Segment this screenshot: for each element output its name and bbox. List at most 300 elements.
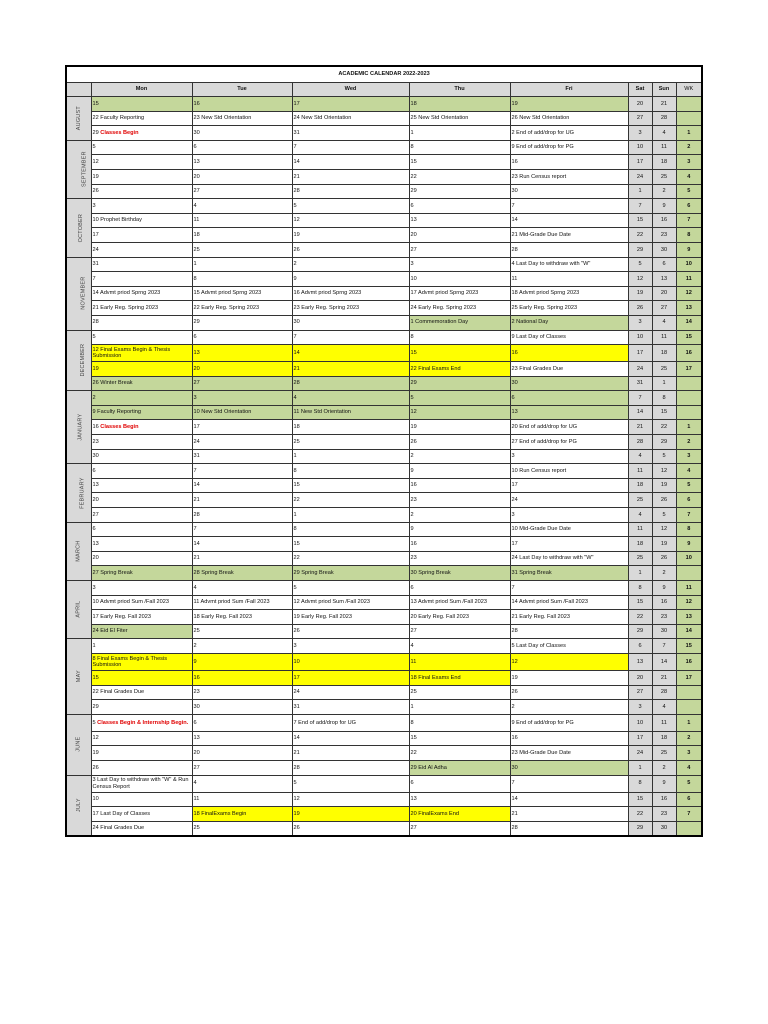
sat-cell: 22 [628,610,652,625]
day-cell-tue: 25 [192,624,292,639]
day-cell-tue: 16 [192,670,292,685]
day-cell-fri: 16 [510,731,628,746]
sat-cell: 31 [628,376,652,391]
sat-cell: 10 [628,140,652,155]
sun-cell: 16 [652,792,676,807]
day-cell-thu: 25 [409,685,510,700]
header-fri: Fri [510,83,628,97]
sat-cell: 4 [628,508,652,523]
week-row [66,775,702,792]
day-cell-thu: 29 [409,184,510,199]
day-cell-wed: 17 [292,97,409,112]
day-cell-mon: 17 Early Reg. Fall 2023 [91,610,192,625]
sat-cell: 17 [628,731,652,746]
sat-cell: 18 [628,478,652,493]
day-cell-tue: 18 Early Reg. Fall 2023 [192,610,292,625]
day-cell-thu: 18 [409,97,510,112]
week-row [66,272,702,287]
sun-cell: 14 [652,653,676,670]
day-cell-fri: 26 New Std Orientation [510,111,628,126]
sun-cell: 9 [652,775,676,792]
sun-cell: 15 [652,405,676,420]
sun-cell: 28 [652,111,676,126]
day-cell-mon: 1 [91,639,192,654]
week-number-cell: 10 [676,551,702,566]
month-label-may [66,639,91,714]
day-cell-tue: 11 Advmt priod Sum /Fall 2023 [192,595,292,610]
day-cell-wed: 12 [292,213,409,228]
month-name: DECEMBER [80,343,87,377]
day-cell-thu: 29 [409,376,510,391]
day-cell-fri: 27 End of add/drop for PG [510,435,628,450]
week-number-cell: 2 [676,731,702,746]
day-cell-thu: 3 [409,257,510,272]
week-number-cell: 9 [676,537,702,552]
week-number-cell: 8 [676,228,702,243]
month-name: JUNE [75,736,82,753]
week-number-cell: 5 [676,478,702,493]
day-cell-thu: 19 [409,420,510,435]
day-cell-fri: 30 [510,376,628,391]
month-name: AUGUST [75,106,82,131]
day-cell-fri: 13 [510,405,628,420]
day-cell-thu: 4 [409,639,510,654]
week-row [66,213,702,228]
day-cell-tue: 30 [192,700,292,715]
month-label-december [66,330,91,391]
sat-cell: 26 [628,301,652,316]
day-cell-thu: 16 [409,537,510,552]
header-thu: Thu [409,83,510,97]
week-row [66,140,702,155]
sat-cell: 15 [628,792,652,807]
day-cell-mon: 22 Final Grades Due [91,685,192,700]
week-number-cell: 13 [676,301,702,316]
day-cell-mon: 20 [91,493,192,508]
week-number-cell: 5 [676,775,702,792]
month-label-september [66,140,91,198]
sat-cell: 22 [628,228,652,243]
day-cell-tue: 10 New Std Orientation [192,405,292,420]
sat-cell: 12 [628,272,652,287]
day-cell-fri: 3 [510,449,628,464]
day-cell-fri: 6 [510,391,628,406]
sat-cell: 24 [628,169,652,184]
day-cell-thu: 30 Spring Break [409,566,510,581]
day-cell-wed: 24 New Std Orientation [292,111,409,126]
day-cell-fri: 24 Last Day to withdraw with "W" [510,551,628,566]
week-row [66,566,702,581]
week-row [66,286,702,301]
day-cell-fri: 23 Mid-Grade Due Date [510,746,628,761]
day-cell-thu: 2 [409,508,510,523]
day-cell-tue: 23 [192,685,292,700]
academic-calendar-table [65,65,703,837]
sun-cell: 26 [652,551,676,566]
day-cell-wed: 26 [292,624,409,639]
week-number-cell: 11 [676,272,702,287]
day-cell-thu: 12 [409,405,510,420]
month-name: SEPTEMBER [81,151,88,188]
day-cell-thu: 13 Advmt priod Sum /Fall 2023 [409,595,510,610]
sat-cell: 13 [628,653,652,670]
day-cell-fri: 28 [510,821,628,836]
day-cell-wed: 22 [292,551,409,566]
week-row [66,653,702,670]
day-cell-tue: 21 [192,551,292,566]
sat-cell: 3 [628,126,652,141]
day-number: 5 [92,719,98,726]
day-cell-tue: 3 [192,391,292,406]
week-number-cell: 7 [676,213,702,228]
sun-cell: 11 [652,330,676,345]
day-cell-wed: 5 [292,199,409,214]
week-row [66,821,702,836]
day-cell-wed: 2 [292,257,409,272]
day-cell-thu: 22 [409,746,510,761]
month-name: OCTOBER [78,213,85,243]
day-cell-fri: 24 [510,493,628,508]
day-cell-tue: 14 [192,478,292,493]
day-cell-fri: 31 Spring Break [510,566,628,581]
sun-cell: 30 [652,242,676,257]
week-number-cell: 2 [676,435,702,450]
week-number-cell: 4 [676,464,702,479]
day-cell-tue: 20 [192,169,292,184]
day-cell-thu: 13 [409,213,510,228]
header-tue: Tue [192,83,292,97]
sun-cell: 2 [652,184,676,199]
week-number-cell: 7 [676,508,702,523]
week-row [66,508,702,523]
day-cell-fri: 23 Run Census report [510,169,628,184]
month-label-august [66,97,91,141]
day-cell-tue: 21 [192,493,292,508]
sun-cell: 27 [652,301,676,316]
day-cell-wed: 28 [292,376,409,391]
day-cell-thu: 13 [409,792,510,807]
day-cell-mon: 9 Faculty Reporting [91,405,192,420]
week-number-cell: 9 [676,242,702,257]
month-name: MAY [75,670,82,683]
day-cell-fri: 18 Advmt priod Sprng 2023 [510,286,628,301]
day-cell-mon: 12 Final Exams Begin & Thesis Submission [91,345,192,362]
day-cell-mon: 13 [91,537,192,552]
week-row [66,493,702,508]
day-cell-thu: 8 [409,330,510,345]
sun-cell: 11 [652,714,676,731]
sun-cell: 23 [652,228,676,243]
day-cell-wed: 19 [292,228,409,243]
week-number-cell: 11 [676,581,702,596]
week-row [66,670,702,685]
sat-cell: 8 [628,581,652,596]
sat-cell: 6 [628,639,652,654]
sun-cell: 16 [652,213,676,228]
day-cell-tue: 27 [192,376,292,391]
day-cell-mon: 17 Last Day of Classes [91,807,192,822]
day-cell-thu: 6 [409,581,510,596]
week-row [66,537,702,552]
day-cell-thu: 20 [409,228,510,243]
sun-cell: 26 [652,493,676,508]
day-cell-mon: 20 [91,551,192,566]
week-number-cell [676,111,702,126]
week-number-cell [676,391,702,406]
day-cell-mon: 19 [91,362,192,377]
day-number: 16 [92,424,101,431]
classes-begin-label: Classes Begin [100,424,139,431]
day-cell-mon: 6 [91,522,192,537]
day-cell-fri: 9 Last Day of Classes [510,330,628,345]
day-cell-thu: 6 [409,775,510,792]
day-cell-tue: 13 [192,155,292,170]
month-label-january [66,391,91,464]
day-cell-mon [91,714,192,731]
calendar-title: ACADEMIC CALENDAR 2022-2023 [66,66,702,83]
week-number-cell: 1 [676,126,702,141]
day-cell-tue: 2 [192,639,292,654]
header-wed: Wed [292,83,409,97]
week-number-cell: 7 [676,807,702,822]
month-label-october [66,199,91,257]
day-cell-tue: 16 [192,97,292,112]
week-number-cell: 13 [676,610,702,625]
day-cell-thu: 23 [409,493,510,508]
day-cell-thu: 1 [409,700,510,715]
day-cell-wed: 9 [292,272,409,287]
sun-cell: 11 [652,140,676,155]
day-cell-thu: 29 Eid Al Adha [409,760,510,775]
day-cell-wed: 15 [292,478,409,493]
day-cell-wed: 12 Advmt priod Sum /Fall 2023 [292,595,409,610]
day-cell-mon: 12 [91,731,192,746]
day-cell-wed: 16 Advmt priod Sprng 2023 [292,286,409,301]
day-cell-thu: 8 [409,140,510,155]
day-cell-wed: 8 [292,522,409,537]
week-row [66,345,702,362]
sun-cell: 5 [652,508,676,523]
day-cell-thu: 24 Early Reg. Spring 2023 [409,301,510,316]
sun-cell: 12 [652,464,676,479]
sun-cell: 18 [652,345,676,362]
day-cell-mon: 21 Early Reg. Spring 2023 [91,301,192,316]
day-cell-tue: 6 [192,714,292,731]
week-row [66,792,702,807]
sat-cell: 1 [628,566,652,581]
day-cell-fri: 21 Mid-Grade Due Date [510,228,628,243]
day-cell-tue: 20 [192,746,292,761]
day-cell-mon: 10 [91,792,192,807]
day-cell-fri: 30 [510,760,628,775]
sat-cell: 3 [628,315,652,330]
month-label-november [66,257,91,330]
day-cell-wed: 14 [292,345,409,362]
week-row [66,155,702,170]
day-cell-thu: 22 Final Exams End [409,362,510,377]
day-cell-thu: 9 [409,464,510,479]
day-cell-tue: 4 [192,775,292,792]
day-cell-fri: 23 Final Grades Due [510,362,628,377]
sat-cell: 19 [628,286,652,301]
month-label-february [66,464,91,522]
week-number-cell: 6 [676,199,702,214]
day-cell-tue: 25 [192,821,292,836]
day-cell-fri: 3 [510,508,628,523]
day-cell-tue: 27 [192,760,292,775]
day-cell-tue: 7 [192,464,292,479]
week-number-cell: 6 [676,792,702,807]
day-cell-wed: 19 [292,807,409,822]
day-cell-wed: 30 [292,315,409,330]
week-row [66,315,702,330]
week-row [66,685,702,700]
day-cell-wed: 24 [292,685,409,700]
day-cell-wed: 18 [292,420,409,435]
day-cell-tue: 15 Advmt priod Sprng 2023 [192,286,292,301]
day-cell-fri: 10 Mid-Grade Due Date [510,522,628,537]
sat-cell: 20 [628,97,652,112]
day-cell-wed: 12 [292,792,409,807]
week-number-cell [676,376,702,391]
day-cell-tue: 18 FinalExams Begin [192,807,292,822]
day-cell-fri: 7 [510,199,628,214]
sun-cell: 2 [652,760,676,775]
sun-cell: 25 [652,169,676,184]
day-cell-wed: 7 [292,330,409,345]
day-cell-thu: 27 [409,821,510,836]
week-number-cell: 16 [676,653,702,670]
week-row [66,639,702,654]
day-cell-wed: 14 [292,731,409,746]
week-row [66,420,702,435]
day-cell-thu: 23 [409,551,510,566]
week-row [66,522,702,537]
day-cell-wed: 28 [292,760,409,775]
day-cell-fri: 17 [510,537,628,552]
week-number-cell [676,405,702,420]
sun-cell: 25 [652,362,676,377]
week-row [66,257,702,272]
day-cell-tue: 14 [192,537,292,552]
day-cell-fri: 12 [510,653,628,670]
day-cell-mon: 8 Final Exams Begin & Thesis Submission [91,653,192,670]
sun-cell: 30 [652,624,676,639]
day-cell-fri: 19 [510,97,628,112]
day-cell-tue: 28 [192,508,292,523]
week-number-cell: 12 [676,286,702,301]
day-cell-thu: 15 [409,155,510,170]
sun-cell: 12 [652,522,676,537]
sat-cell: 22 [628,807,652,822]
week-number-cell: 6 [676,493,702,508]
day-cell-mon: 27 Spring Break [91,566,192,581]
sat-cell: 25 [628,493,652,508]
month-name: FEBRUARY [79,477,86,509]
day-cell-thu: 11 [409,653,510,670]
month-label-march [66,522,91,580]
sat-cell: 17 [628,345,652,362]
day-cell-wed: 21 [292,169,409,184]
sat-cell: 29 [628,821,652,836]
day-cell-fri: 25 Early Reg. Spring 2023 [510,301,628,316]
week-row [66,435,702,450]
sat-cell: 10 [628,330,652,345]
week-number-cell: 14 [676,624,702,639]
day-cell-tue: 11 [192,213,292,228]
day-cell-wed: 22 [292,493,409,508]
day-cell-wed: 21 [292,746,409,761]
week-row [66,330,702,345]
sat-cell: 17 [628,155,652,170]
sat-cell: 27 [628,685,652,700]
day-cell-thu: 22 [409,169,510,184]
calendar-body [66,97,702,836]
day-cell-mon: 5 [91,140,192,155]
week-number-cell [676,700,702,715]
day-cell-wed: 26 [292,242,409,257]
day-cell-wed: 21 [292,362,409,377]
day-cell-thu: 10 [409,272,510,287]
day-cell-fri: 2 National Day [510,315,628,330]
week-row [66,581,702,596]
day-cell-tue: 25 [192,242,292,257]
day-cell-fri: 26 [510,685,628,700]
sun-cell: 4 [652,315,676,330]
day-cell-tue: 20 [192,362,292,377]
day-cell-wed: 3 [292,639,409,654]
classes-begin-label: Classes Begin & Internship Begin. [97,719,189,726]
week-row [66,405,702,420]
sun-cell: 7 [652,639,676,654]
week-row [66,731,702,746]
sat-cell: 7 [628,199,652,214]
day-cell-mon: 26 [91,760,192,775]
week-row [66,595,702,610]
sun-cell: 9 [652,581,676,596]
week-number-cell: 17 [676,670,702,685]
day-cell-thu: 1 [409,126,510,141]
day-cell-fri: 2 End of add/drop for UG [510,126,628,141]
week-row [66,199,702,214]
week-number-cell: 16 [676,345,702,362]
day-cell-tue: 11 [192,792,292,807]
week-number-cell: 1 [676,714,702,731]
day-cell-tue: 6 [192,140,292,155]
week-row [66,376,702,391]
day-cell-thu: 15 [409,345,510,362]
day-cell-tue: 6 [192,330,292,345]
month-name: JULY [75,798,82,813]
sat-cell: 18 [628,537,652,552]
day-cell-tue: 23 New Std Orientation [192,111,292,126]
sun-cell: 6 [652,257,676,272]
day-cell-fri: 4 Last Day to withdraw with "W" [510,257,628,272]
day-cell-tue: 31 [192,449,292,464]
week-number-cell: 3 [676,746,702,761]
day-cell-tue: 13 [192,731,292,746]
week-row [66,111,702,126]
day-cell-fri: 2 [510,700,628,715]
day-cell-tue: 24 [192,435,292,450]
sun-cell: 28 [652,685,676,700]
day-cell-fri: 10 Run Census report [510,464,628,479]
week-number-cell [676,566,702,581]
month-label-june [66,714,91,775]
week-row [66,464,702,479]
sat-cell: 15 [628,595,652,610]
sun-cell: 9 [652,199,676,214]
